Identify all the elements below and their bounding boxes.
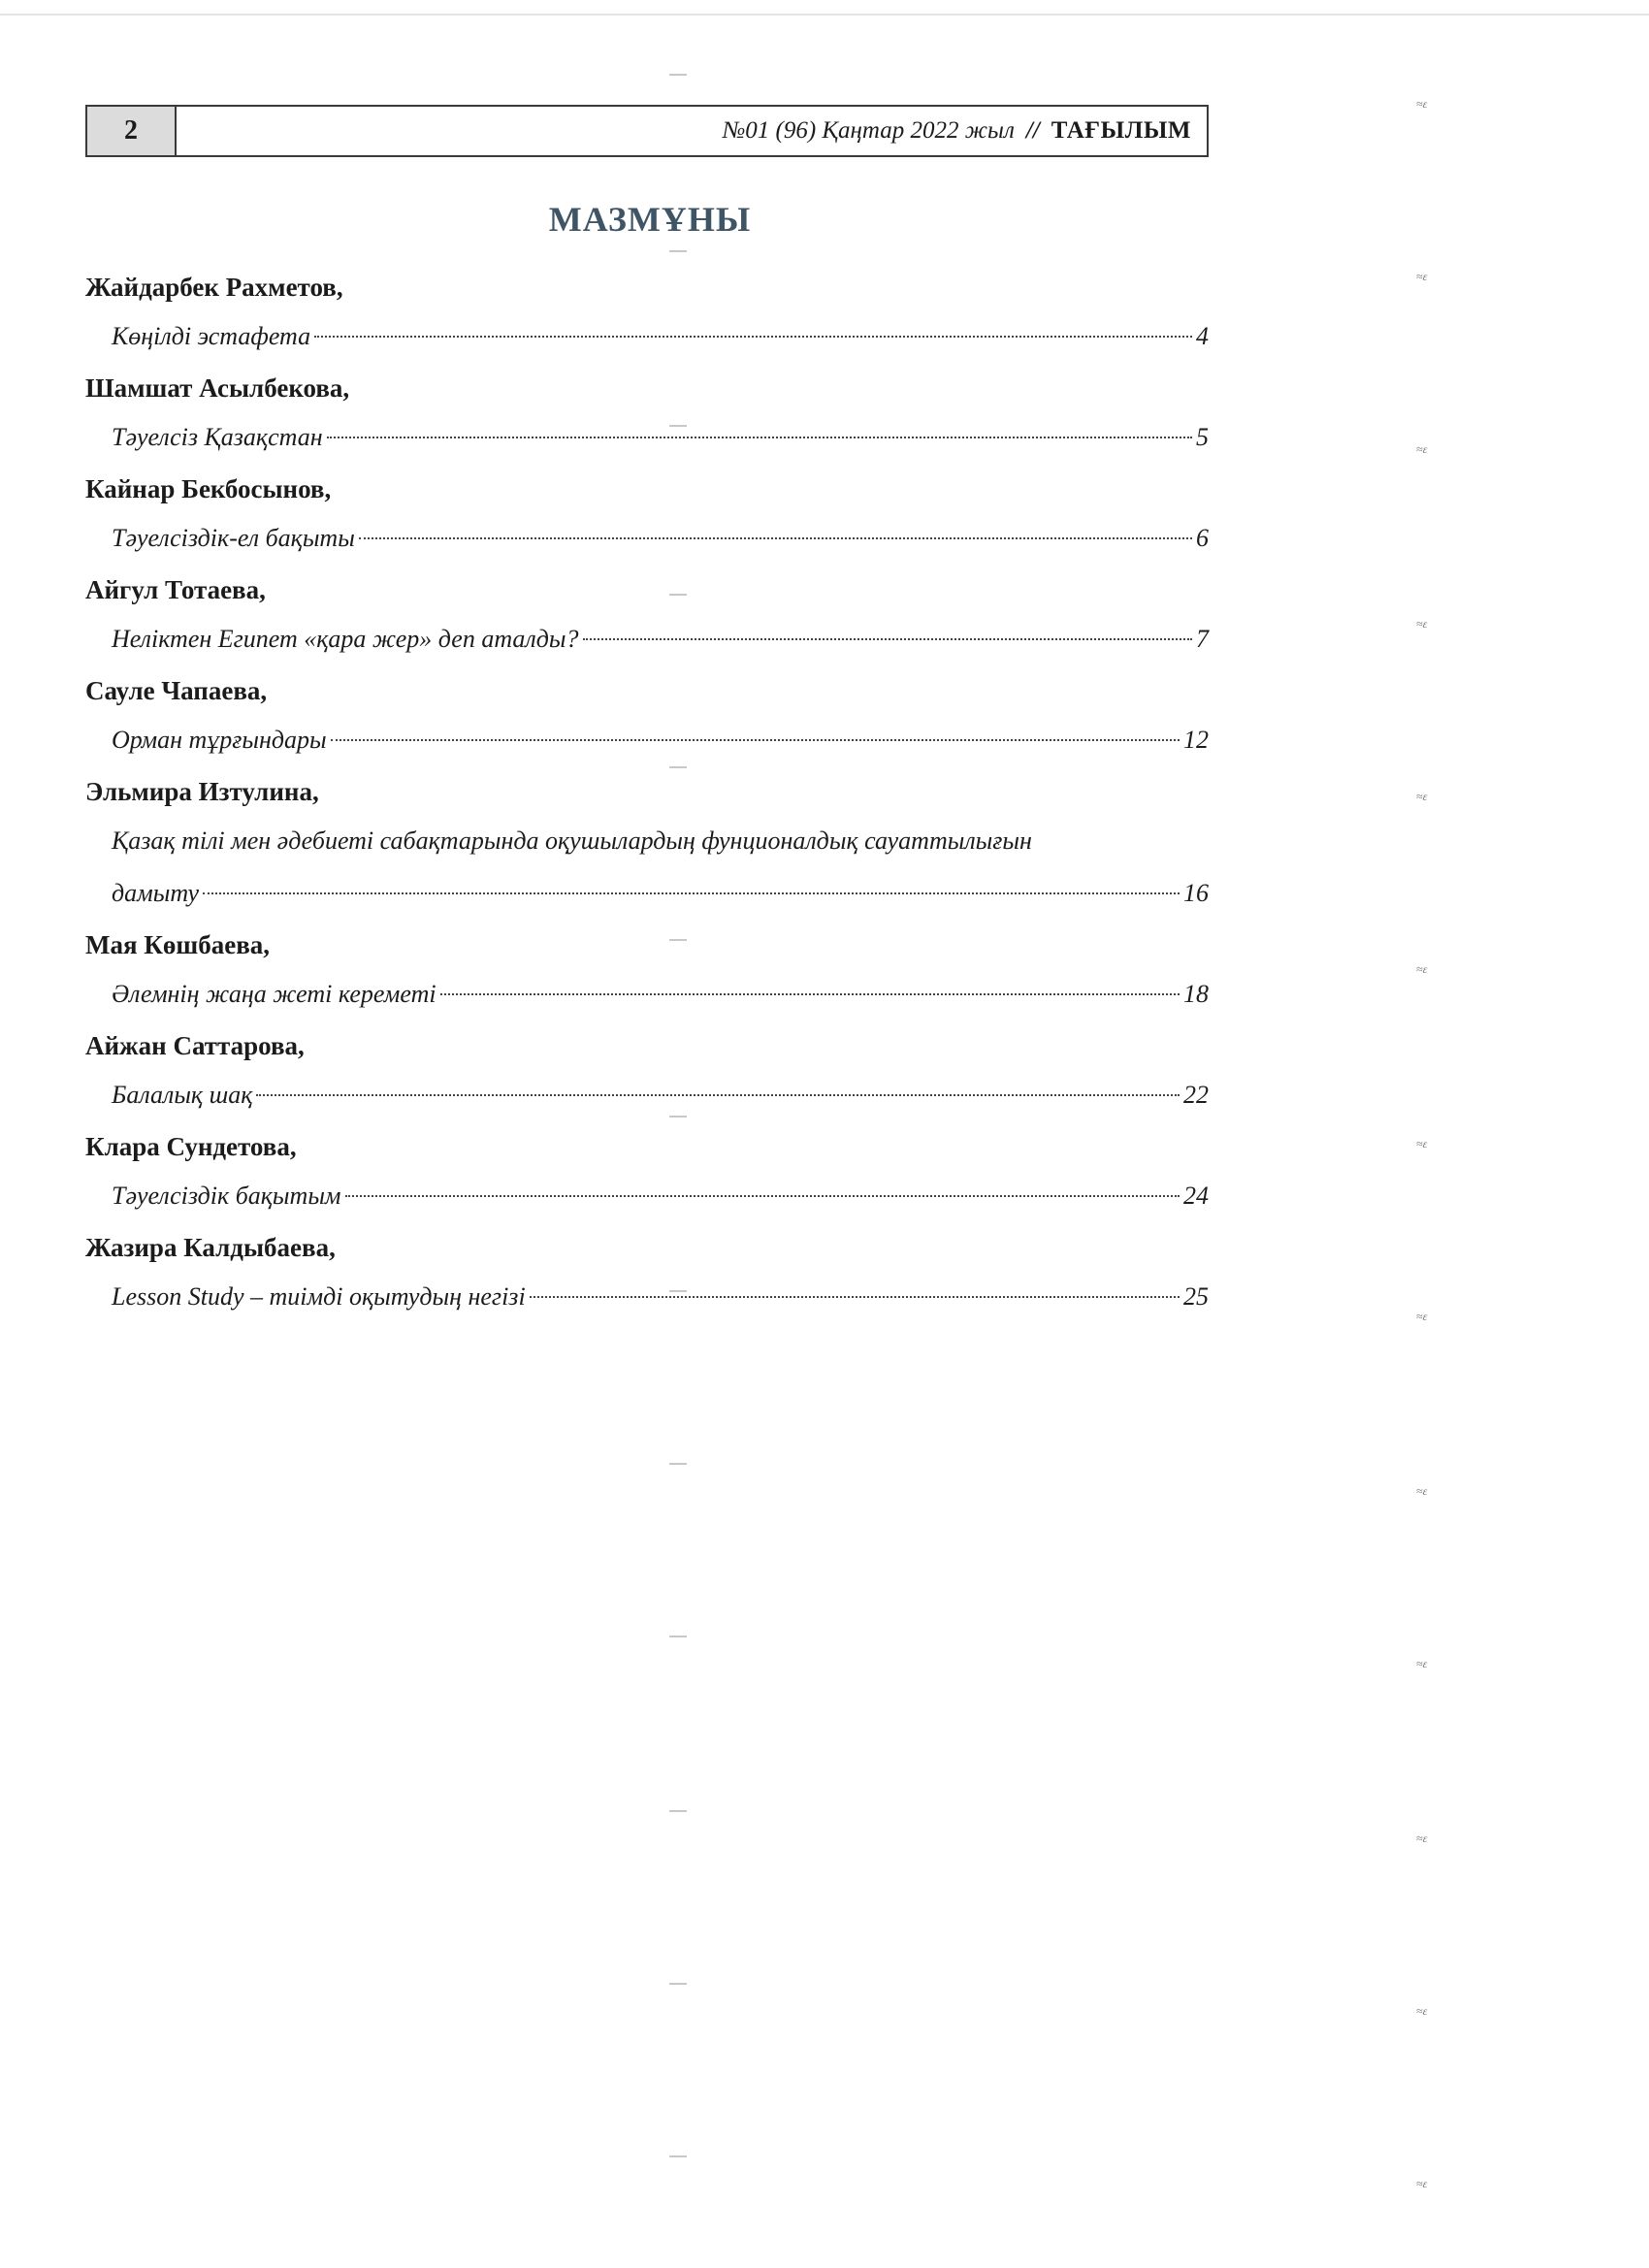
scan-top-edge [0,14,1649,16]
toc-title: Балалық шақ [112,1081,253,1109]
toc-author: Жайдарбек Рахметов, [85,273,343,302]
toc-title: Тәуелсіздік бақытым [112,1182,341,1210]
scan-speck [669,1290,687,1292]
scan-speck [669,1116,687,1118]
page-number: 2 [87,107,177,155]
toc-line[interactable] [85,867,1209,920]
toc-line[interactable] [85,1271,1209,1323]
header-info [177,107,1207,155]
header-separator: // [1025,117,1040,144]
toc-author: Шамшат Асылбекова, [85,373,350,403]
scan-speck [669,250,687,252]
scan-speck [669,1983,687,1985]
toc-page: 12 [1183,726,1209,754]
dot-leader [440,993,1180,995]
dot-leader [314,336,1192,338]
toc-line[interactable] [85,968,1209,1021]
toc-entry [85,567,1209,665]
toc-page: 24 [1183,1182,1209,1210]
toc-page: 5 [1196,423,1209,451]
toc-page: 7 [1196,625,1209,653]
scan-mark: ≈ε [1416,962,1428,976]
scan-speck [669,1463,687,1465]
toc-author: Айгул Тотаева, [85,575,266,604]
toc-entry [85,768,1209,920]
toc-line[interactable] [85,714,1209,766]
dot-leader [203,892,1180,894]
toc-title: Lesson Study – тиімді оқытудың негізі [112,1282,526,1311]
scan-mark: ≈ε [1416,1657,1428,1670]
scan-mark: ≈ε [1416,1137,1428,1150]
toc-title: дамыту [112,879,200,907]
toc-page: 22 [1183,1081,1209,1109]
scan-mark: ≈ε [1416,442,1428,456]
dot-leader [256,1094,1180,1096]
scan-speck [669,425,687,427]
scan-speck [669,766,687,768]
toc-author: Сауле Чапаева, [85,676,268,705]
scan-mark: ≈ε [1416,97,1428,111]
toc-title: Тәуелсіз Қазақстан [112,423,323,451]
toc-title-first-line[interactable]: Қазақ тілі мен әдебиеті сабақтарында оқушылардың фунционалдық сауаттылығын [112,826,1032,855]
toc-line[interactable] [85,310,1209,363]
toc-entry [85,365,1209,464]
scan-speck [669,74,687,76]
table-of-contents [85,264,1209,1325]
toc-entry [85,922,1209,1021]
dot-leader [583,638,1192,640]
page-title: МАЗМҰНЫ [548,200,752,239]
scan-mark: ≈ε [1416,270,1428,283]
scan-mark: ≈ε [1416,617,1428,631]
scan-speck [669,2155,687,2157]
issue-label: №01 (96) Қаңтар 2022 жыл [722,117,1015,144]
toc-title: Көңілді эстафета [112,322,311,350]
scan-speck [669,594,687,596]
toc-line[interactable] [85,1170,1209,1222]
toc-page: 16 [1183,879,1209,907]
scan-mark: ≈ε [1416,1831,1428,1845]
toc-page: 4 [1196,322,1209,350]
scan-mark: ≈ε [1416,2004,1428,2018]
toc-line[interactable] [85,1069,1209,1121]
scan-mark: ≈ε [1416,2177,1428,2190]
toc-author: Кайнар Бекбосынов, [85,474,332,503]
toc-page: 18 [1183,980,1209,1008]
toc-entry [85,667,1209,766]
toc-author: Клара Сундетова, [85,1132,297,1161]
scan-mark: ≈ε [1416,1484,1428,1498]
toc-line[interactable] [85,512,1209,565]
toc-title: Тәуелсіздік-ел бақыты [112,524,355,552]
scan-speck [669,939,687,941]
toc-entry [85,1022,1209,1121]
toc-line[interactable] [85,613,1209,665]
toc-entry [85,1123,1209,1222]
toc-author: Айжан Саттарова, [85,1031,305,1060]
toc-line[interactable] [85,411,1209,464]
scan-mark: ≈ε [1416,790,1428,803]
dot-leader [345,1195,1180,1197]
scan-speck [669,1810,687,1812]
toc-author: Эльмира Изтулина, [85,777,319,806]
magazine-name: ТАҒЫЛЫМ [1051,117,1191,144]
dot-leader [331,739,1180,741]
toc-author: Мая Көшбаева, [85,930,271,959]
scan-mark: ≈ε [1416,1310,1428,1323]
dot-leader [530,1296,1180,1298]
toc-title: Әлемнің жаңа жеті кереметі [112,980,436,1008]
toc-page: 25 [1183,1282,1209,1311]
dot-leader [327,437,1192,438]
toc-title: Неліктен Египет «қара жер» деп аталды? [112,625,579,653]
page-header [85,105,1209,157]
scan-speck [669,1636,687,1637]
toc-title: Орман тұрғындары [112,726,327,754]
dot-leader [359,537,1192,539]
toc-page: 6 [1196,524,1209,552]
toc-author: Жазира Калдыбаева, [85,1233,336,1262]
toc-entry [85,264,1209,363]
toc-entry [85,1224,1209,1323]
toc-entry [85,466,1209,565]
